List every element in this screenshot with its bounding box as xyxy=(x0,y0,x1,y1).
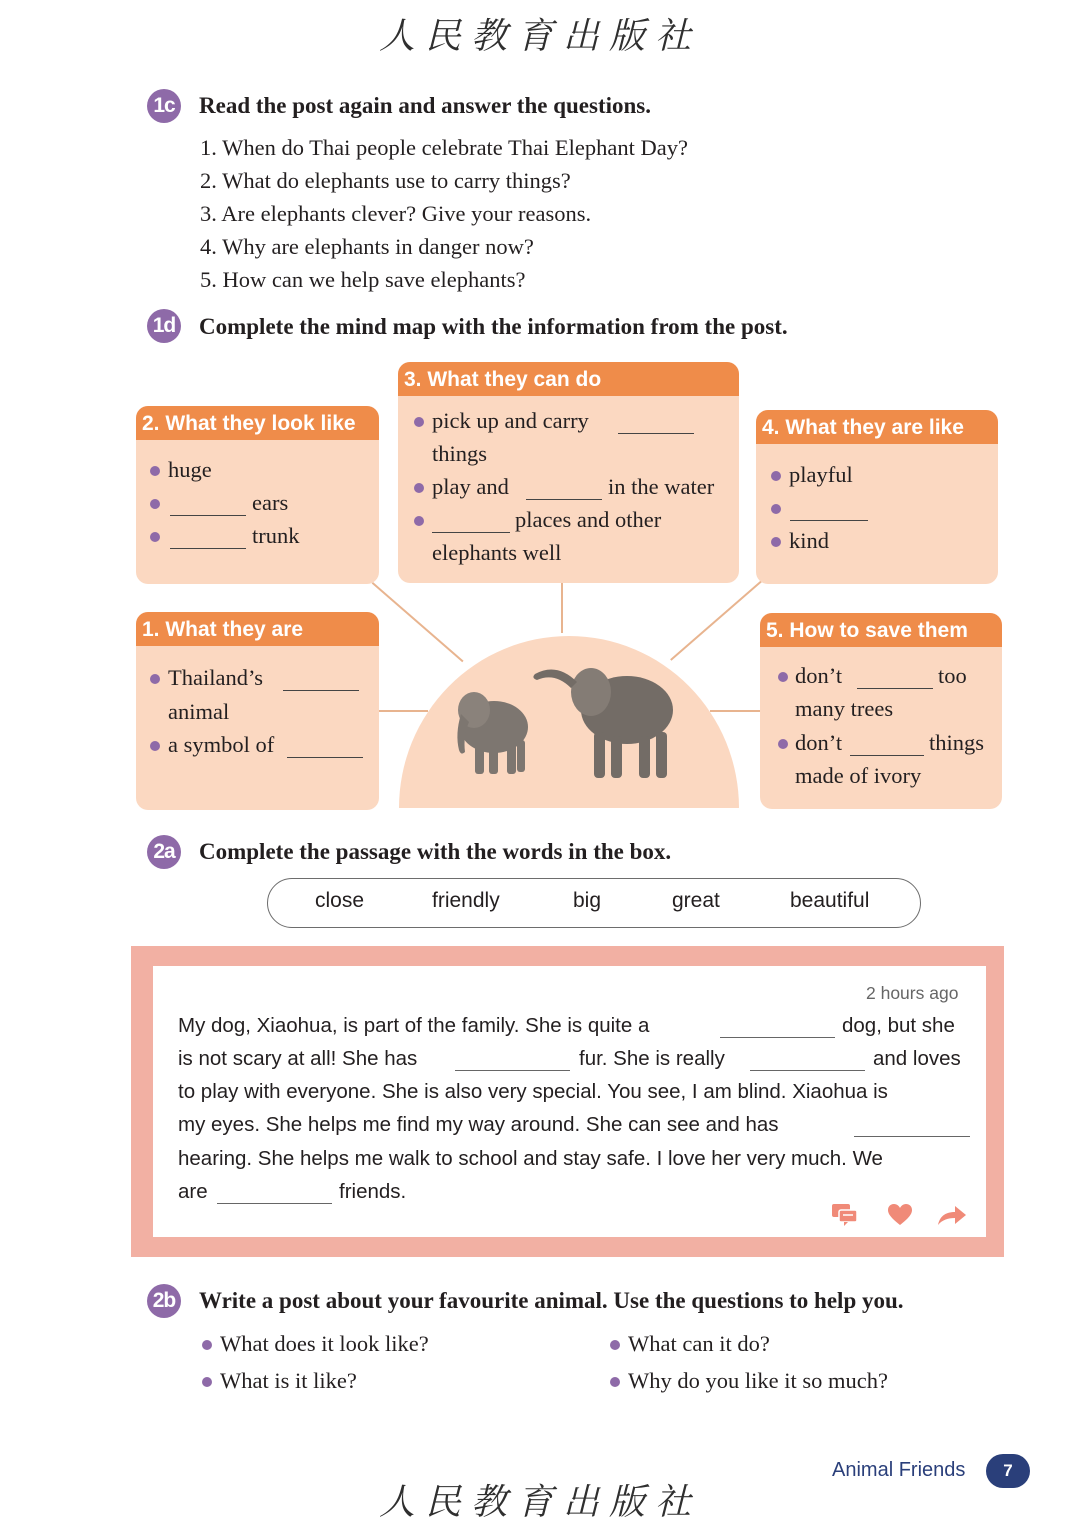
box5-text-dont-2: don’t xyxy=(795,730,843,755)
word-beautiful: beautiful xyxy=(790,889,870,912)
prompt-look-like: What does it look like? xyxy=(220,1331,429,1356)
bullet-icon xyxy=(610,1377,620,1387)
box3-text-places: places and other xyxy=(515,507,662,532)
post-line-6b: friends. xyxy=(339,1180,407,1203)
section-badge-1c: 1c xyxy=(147,89,181,123)
word-close: close xyxy=(315,889,365,912)
question-2: 2. What do elephants use to carry things? xyxy=(200,168,571,193)
prompt-why-like: Why do you like it so much? xyxy=(628,1368,888,1393)
box3-text-pick-up: pick up and carry xyxy=(432,408,589,433)
answer-blank[interactable] xyxy=(618,433,694,434)
post-line-4: my eyes. She helps me find my way around. She can see and has xyxy=(178,1113,779,1136)
bullet-icon xyxy=(150,466,160,476)
post-line-5: hearing. She helps me walk to school and stay safe. I love her very much. We xyxy=(178,1147,883,1170)
bullet-icon xyxy=(414,483,424,493)
box3-text-in-water: in the water xyxy=(608,474,715,499)
bullet-icon xyxy=(771,537,781,547)
answer-blank[interactable] xyxy=(170,515,246,516)
post-line-2a: is not scary at all! She has xyxy=(178,1047,418,1070)
answer-blank[interactable] xyxy=(850,755,924,756)
bullet-icon xyxy=(414,417,424,427)
post-line-1b: dog, but she xyxy=(842,1014,955,1037)
post-line-6a: are xyxy=(178,1180,208,1203)
answer-blank[interactable] xyxy=(857,688,933,689)
question-3: 3. Are elephants clever? Give your reasons. xyxy=(200,201,592,226)
bullet-icon xyxy=(150,499,160,509)
elephant-illustration xyxy=(399,632,739,808)
answer-blank[interactable] xyxy=(720,1037,835,1038)
answer-blank[interactable] xyxy=(790,520,868,521)
box5-text-ivory: made of ivory xyxy=(795,763,922,788)
prompt-what-like: What is it like? xyxy=(220,1368,357,1393)
unit-title: Animal Friends xyxy=(832,1459,966,1481)
mindmap-box-4-heading: 4. What they are like xyxy=(756,410,998,444)
mindmap-box-5-heading: 5. How to save them xyxy=(760,613,1002,647)
box4-text-playful: playful xyxy=(789,462,853,487)
section-badge-2a: 2a xyxy=(147,835,181,869)
word-great: great xyxy=(672,889,720,912)
box3-text-things: things xyxy=(432,441,488,466)
box2-text-trunk: trunk xyxy=(252,523,300,548)
post-line-2c: and loves xyxy=(873,1047,961,1070)
section-1c-title: Read the post again and answer the questions. xyxy=(199,93,651,118)
box2-text-ears: ears xyxy=(252,490,289,515)
post-line-2b: fur. She is really xyxy=(579,1047,725,1070)
post-timestamp: 2 hours ago xyxy=(866,983,959,1003)
heart-icon[interactable] xyxy=(887,1203,913,1227)
mindmap-box-2-heading: 2. What they look like xyxy=(136,406,379,440)
box5-text-too: too xyxy=(938,663,967,688)
mindmap-box-1-heading: 1. What they are xyxy=(136,612,379,646)
section-1d-title: Complete the mind map with the information from the post. xyxy=(199,314,788,339)
bullet-icon xyxy=(150,741,160,751)
answer-blank[interactable] xyxy=(170,548,246,549)
answer-blank[interactable] xyxy=(455,1070,570,1071)
bullet-icon xyxy=(778,672,788,682)
answer-blank[interactable] xyxy=(283,690,359,691)
box1-text-symbol-of: a symbol of xyxy=(168,732,275,757)
box1-text-animal: animal xyxy=(168,699,230,724)
question-1: 1. When do Thai people celebrate Thai Elephant Day? xyxy=(200,135,688,160)
share-icon[interactable] xyxy=(937,1203,967,1227)
section-2b-title: Write a post about your favourite animal. Use the questions to help you. xyxy=(199,1288,904,1313)
publisher-watermark-top: 人民教育出版社 xyxy=(378,16,701,57)
box3-text-play-and: play and xyxy=(432,474,509,499)
bullet-icon xyxy=(414,516,424,526)
bullet-icon xyxy=(771,504,781,514)
box4-text-kind: kind xyxy=(789,528,830,553)
section-badge-2b: 2b xyxy=(147,1284,181,1318)
question-4: 4. Why are elephants in danger now? xyxy=(200,234,534,259)
post-line-3: to play with everyone. She is also very special. You see, I am blind. Xiaohua is xyxy=(178,1080,888,1103)
bullet-icon xyxy=(202,1340,212,1350)
box5-text-things: things xyxy=(929,730,985,755)
answer-blank[interactable] xyxy=(432,532,510,533)
answer-blank[interactable] xyxy=(217,1203,332,1204)
answer-blank[interactable] xyxy=(854,1136,970,1137)
answer-blank[interactable] xyxy=(750,1070,865,1071)
bullet-icon xyxy=(150,532,160,542)
bullet-icon xyxy=(778,739,788,749)
publisher-watermark-bottom: 人民教育出版社 xyxy=(378,1482,701,1523)
section-badge-1d: 1d xyxy=(147,309,181,343)
mindmap-box-are-like xyxy=(756,410,998,584)
answer-blank[interactable] xyxy=(526,499,602,500)
box5-text-dont-1: don’t xyxy=(795,663,843,688)
bullet-icon xyxy=(771,471,781,481)
box1-text-thailands: Thailand’s xyxy=(168,665,263,690)
bullet-icon xyxy=(150,674,160,684)
connector-line xyxy=(561,583,563,633)
word-friendly: friendly xyxy=(432,889,500,912)
post-line-1a: My dog, Xiaohua, is part of the family. She is quite a xyxy=(178,1014,650,1037)
word-big: big xyxy=(573,889,602,912)
section-2a-title: Complete the passage with the words in the box. xyxy=(199,839,672,864)
question-5: 5. How can we help save elephants? xyxy=(200,267,526,292)
box3-text-elephants-well: elephants well xyxy=(432,540,562,565)
box5-text-many-trees: many trees xyxy=(795,696,894,721)
box2-text-huge: huge xyxy=(168,457,212,482)
comment-icon[interactable] xyxy=(831,1203,859,1227)
bullet-icon xyxy=(610,1340,620,1350)
prompt-can-do: What can it do? xyxy=(628,1331,770,1356)
mindmap-box-3-heading: 3. What they can do xyxy=(398,362,739,396)
bullet-icon xyxy=(202,1377,212,1387)
page-number: 7 xyxy=(986,1454,1030,1488)
answer-blank[interactable] xyxy=(287,757,363,758)
